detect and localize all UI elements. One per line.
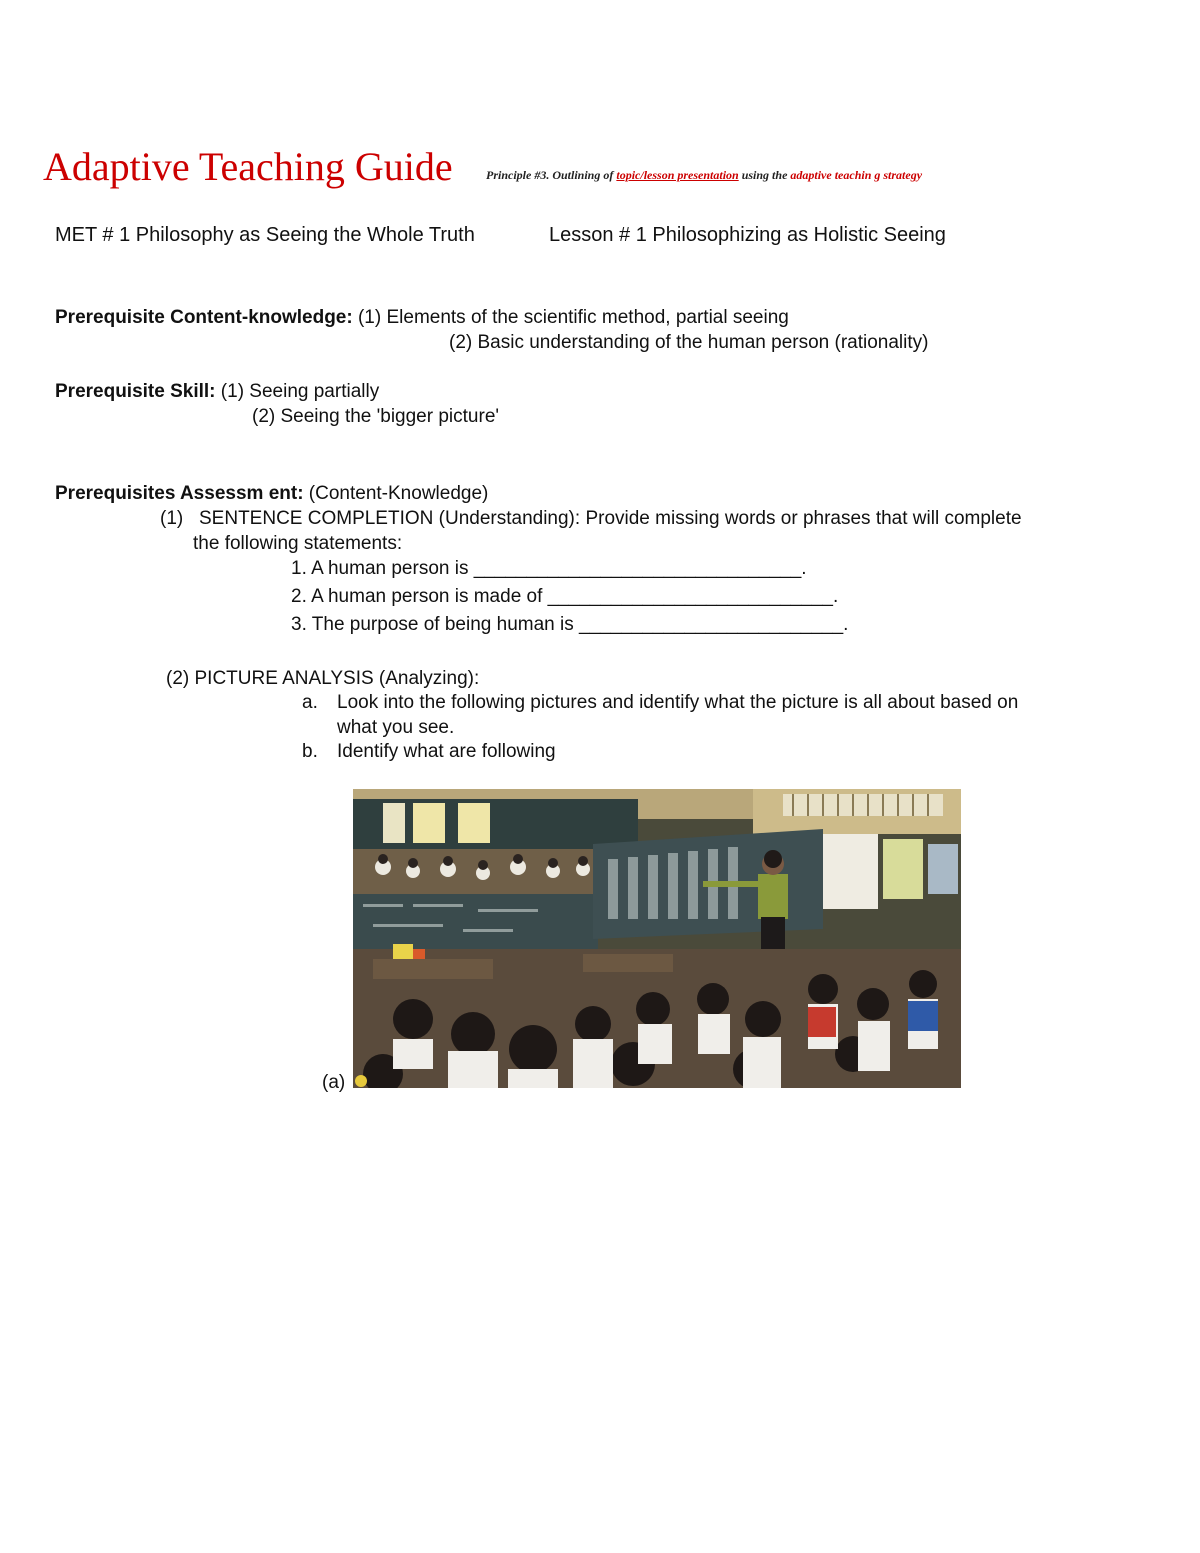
- met-line: MET # 1 Philosophy as Seeing the Whole Truth: [55, 224, 475, 246]
- prereq-content-item1: (1) Elements of the scientific method, partial seeing: [352, 307, 789, 328]
- item-b-marker: b.: [302, 741, 318, 762]
- principle-text-c: using the: [738, 168, 791, 182]
- question-2: 2. A human person is made of ___________________________.: [291, 586, 839, 607]
- item-b-text: Identify what are following: [337, 741, 556, 762]
- question-3: 3. The purpose of being human is _________________________.: [291, 614, 849, 635]
- prereq-content-label: Prerequisite Content-knowledge:: [55, 307, 353, 328]
- prereq-skill-label: Prerequisite Skill:: [55, 381, 216, 402]
- assessment-label-suffix: (Content-Knowledge): [303, 483, 489, 504]
- principle-text-d: adaptive teachin g strategy: [790, 168, 923, 182]
- principle-text-b: topic/lesson presentation: [616, 168, 739, 182]
- principle-text-a: Principle #3. Outlining of: [486, 168, 617, 182]
- sentence-completion-instructions: SENTENCE COMPLETION (Understanding): Provide missing words or phrases that will complete: [199, 508, 1022, 529]
- prereq-skill-item1: (1) Seeing partially: [215, 381, 380, 402]
- document-title: Adaptive Teaching Guide: [43, 144, 453, 189]
- sentence-completion-instructions-cont: the following statements:: [193, 533, 403, 554]
- question-1: 1. A human person is _______________________________.: [291, 558, 807, 579]
- picture-analysis-heading: (2) PICTURE ANALYSIS (Analyzing):: [166, 668, 480, 689]
- prereq-content-line1: [55, 307, 789, 329]
- item-a-text-cont: what you see.: [337, 717, 455, 738]
- prereq-skill-item2: (2) Seeing the 'bigger picture': [252, 406, 500, 427]
- item-a-text: Look into the following pictures and identify what the picture is all about based on: [337, 692, 1019, 713]
- principle-subtitle: [486, 168, 922, 183]
- assessment-label: Prerequisites Assessm ent:: [55, 483, 304, 504]
- classroom-photo: [353, 789, 961, 1088]
- prereq-skill-line1: [55, 381, 379, 403]
- picture-label-a: (a): [322, 1072, 346, 1093]
- lesson-line: Lesson # 1 Philosophizing as Holistic Seeing: [549, 224, 946, 246]
- item-a-marker: a.: [302, 692, 318, 713]
- sentence-completion-number: (1): [160, 508, 184, 529]
- prereq-content-item2: (2) Basic understanding of the human person (rationality): [449, 332, 929, 353]
- assessment-heading: [55, 483, 488, 505]
